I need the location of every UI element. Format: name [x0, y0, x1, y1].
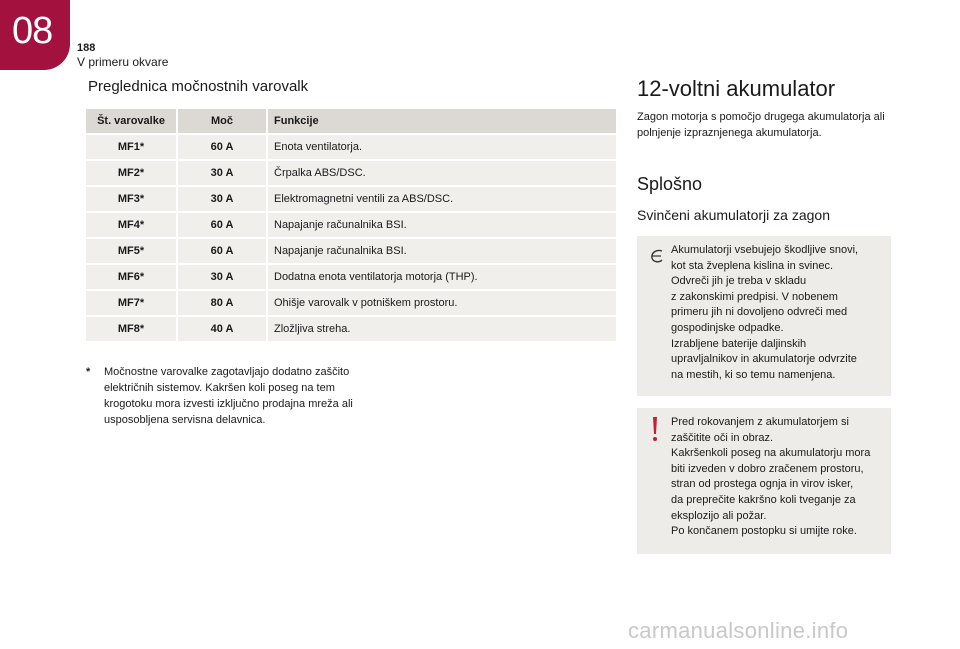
fuse-number: MF7* — [86, 291, 176, 315]
fuse-function: Elektromagnetni ventili za ABS/DSC. — [266, 187, 616, 211]
heading-general: Splošno — [637, 174, 703, 194]
footnote — [86, 364, 356, 428]
fuse-table — [86, 107, 616, 343]
fuse-rating: 40 A — [176, 317, 266, 341]
fuse-number: MF2* — [86, 161, 176, 185]
fuse-number: MF8* — [86, 317, 176, 341]
environment-note-text: Akumulatorji vsebujejo škodljive snovi, kot sta žveplena kislina in svinec. Odvreči jih je treba v skladu z zakonskimi predpisi. V nobenem primeru jih ni dovoljeno odvreči med gospodinjske odpadke. Izrabljene baterije daljinskih upravljalnikov in akumulatorje odvrzite na mestih, ki so temu namenjena. — [671, 244, 859, 381]
column-header-functions: Funkcije — [266, 109, 616, 133]
page-number: 188 — [77, 42, 96, 54]
table-row — [86, 161, 616, 185]
fuse-rating: 60 A — [176, 135, 266, 159]
fuse-function: Napajanje računalnika BSI. — [266, 213, 616, 237]
table-row — [86, 265, 616, 289]
footnote-text: Močnostne varovalke zagotavljajo dodatno zaščito električnih sistemov. Kakršen koli poseg na tem krogotoku mora izvesti izključno prodajna mreža ali usposobljena servisna delavnica. — [104, 366, 353, 426]
table-row — [86, 135, 616, 159]
footnote-marker: * — [86, 366, 91, 378]
section-name: V primeru okvare — [77, 55, 169, 69]
table-row — [86, 213, 616, 237]
fuse-table-title: Preglednica močnostnih varovalk — [88, 78, 309, 95]
table-row — [86, 291, 616, 315]
column-header-rating: Moč — [176, 109, 266, 133]
battery-intro: Zagon motorja s pomočjo drugega akumulatorja ali polnjenje izpraznjenega akumulatorja. — [637, 111, 885, 139]
fuse-number: MF5* — [86, 239, 176, 263]
heading-lead-batteries: Svinčeni akumulatorji za zagon — [637, 207, 830, 223]
fuse-number: MF6* — [86, 265, 176, 289]
fuse-number: MF1* — [86, 135, 176, 159]
battery-title: 12-voltni akumulator — [637, 76, 836, 101]
fuse-rating: 30 A — [176, 265, 266, 289]
chapter-tab — [0, 0, 70, 70]
fuse-function: Zložljiva streha. — [266, 317, 616, 341]
fuse-function: Ohišje varovalk v potniškem prostoru. — [266, 291, 616, 315]
table-row — [86, 317, 616, 341]
chapter-number: 08 — [12, 10, 53, 52]
table-row — [86, 187, 616, 211]
fuse-number: MF3* — [86, 187, 176, 211]
environment-note-box — [637, 236, 891, 396]
fuse-rating: 30 A — [176, 161, 266, 185]
warning-exclamation-icon — [645, 414, 665, 444]
watermark: carmanualsonline.info — [628, 618, 849, 643]
column-header-fuse-number: Št. varovalke — [86, 109, 176, 133]
table-row — [86, 239, 616, 263]
fuse-rating: 60 A — [176, 213, 266, 237]
fuse-function: Enota ventilatorja. — [266, 135, 616, 159]
fuse-rating: 60 A — [176, 239, 266, 263]
fuse-function: Dodatna enota ventilatorja motorja (THP). — [266, 265, 616, 289]
environment-leaf-icon — [649, 248, 665, 264]
warning-note-box — [637, 408, 891, 554]
warning-note-text: Pred rokovanjem z akumulatorjem si zaščitite oči in obraz. Kakršenkoli poseg na akumulatorju mora biti izveden v dobro zračenem prostoru, stran od prostega ognja in virov isker, da preprečite kakršno koli tveganje za eksplozijo ali požar. Po končanem postopku si umijte roke. — [671, 416, 871, 538]
fuse-function: Napajanje računalnika BSI. — [266, 239, 616, 263]
table-header-row — [86, 109, 616, 133]
fuse-rating: 30 A — [176, 187, 266, 211]
fuse-function: Črpalka ABS/DSC. — [266, 161, 616, 185]
fuse-rating: 80 A — [176, 291, 266, 315]
fuse-number: MF4* — [86, 213, 176, 237]
